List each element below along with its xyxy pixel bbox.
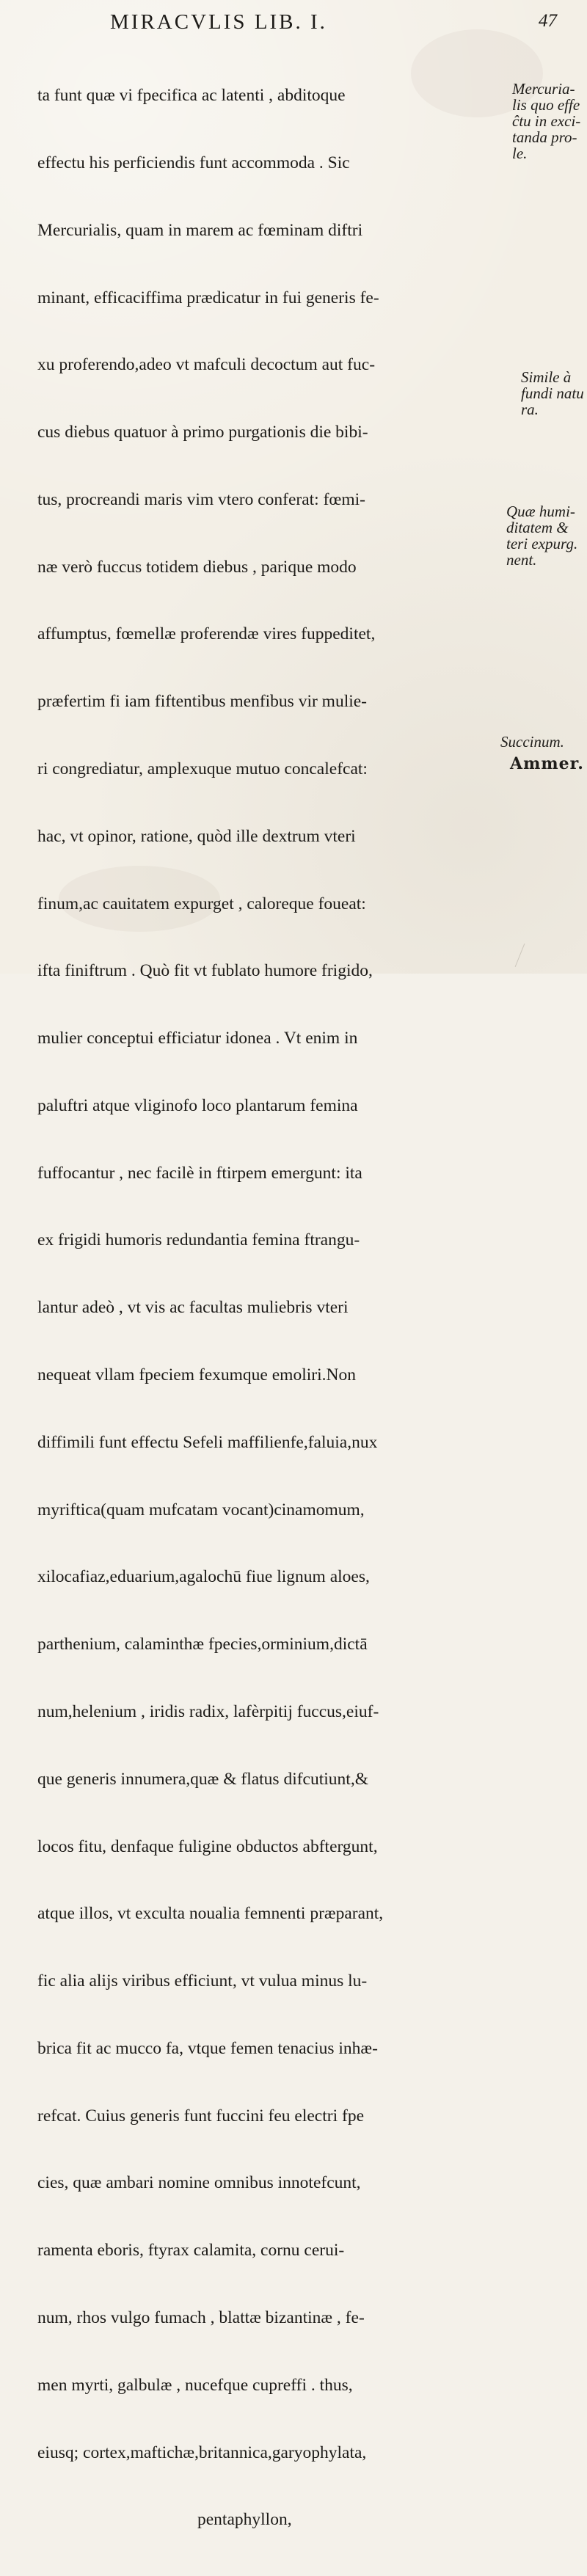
body-text [37,40,551,2576]
text-line: præfertim fi iam fiftentibus menfibus vir mulie- [37,692,368,712]
text-line: atque illos, vt exculta noualia femnenti præparant, [37,1904,384,1924]
text-line: paluftri atque vliginofo loco plantarum femina [37,1095,358,1115]
text-line: fuffocantur , nec facilè in ftirpem emergunt: ita [37,1163,362,1183]
marginal-note-ammer: Ammer. [510,754,584,773]
text-line: affumptus, fœmellæ proferendæ vires fuppeditet, [37,624,376,644]
text-line: minant, efficaciffima prædicatur in fui generis fe- [37,288,379,307]
text-line: cus diebus quatuor à primo purgationis die bibi- [37,423,368,442]
page-header [0,10,587,35]
text-line: ifta finiftrum . Quò fit vt fublato humore frigido, [37,961,373,981]
text-line: Mercurialis, quam in marem ac fœminam diftri [37,220,363,240]
text-line: men myrti, galbulæ , nucefque cupreffi . thus, [37,2375,353,2395]
text-line: cies, quæ ambari nomine omnibus innotefcunt, [37,2173,361,2193]
text-line: que generis innumera,quæ & flatus difcutiunt,& [37,1769,368,1789]
text-line: num, rhos vulgo fumach , blattæ bizantinæ , fe- [37,2307,365,2327]
text-line: myriftica(quam mufcatam vocant)cinamomum, [37,1500,365,1519]
text-line: xilocafiaz,eduarium,agalochū fiue lignum aloes, [37,1567,370,1587]
marginal-note-succinum: Succinum. [500,733,564,751]
text-line: locos fitu, denfaque fuligine obductos abftergunt, [37,1836,378,1856]
text-line: ri congrediatur, amplexuque mutuo concalefcat: [37,759,368,778]
text-line: brica fit ac mucco fa, vtque femen tenacius inhæ- [37,2038,378,2058]
text-line: num,helenium , iridis radix, lafèrpitij fuccus,eiuf- [37,1701,379,1721]
text-line: hac, vt opinor, ratione, quòd ille dextrum vteri [37,826,356,846]
running-head: MIRACVLIS LIB. I. [110,10,327,34]
text-line: eiusq; cortex,maftichæ,britannica,garyophylata, [37,2442,367,2462]
text-line: lantur adeò , vt vis ac facultas muliebris vteri [37,1298,349,1318]
text-line: tus, procreandi maris vim vtero conferat: fœmi- [37,489,366,509]
text-line: diffimili funt effectu Sefeli maffilienfe,faluia,nux [37,1432,378,1452]
text-line: ta funt quæ vi fpecifica ac latenti , abditoque [37,86,346,106]
page-number: 47 [539,11,557,31]
text-line: fic alia alijs viribus efficiunt, vt vulua minus lu- [37,1971,368,1991]
text-line: nequeat vllam fpeciem fexumque emoliri.Non [37,1365,356,1385]
text-line: ex frigidi humoris redundantia femina ftrangu- [37,1230,360,1250]
text-line: finum,ac cauitatem expurget , caloreque foueat: [37,894,366,913]
text-line: næ verò fuccus totidem diebus , parique modo [37,557,357,577]
text-line: parthenium, calaminthæ fpecies,orminium,dictā [37,1635,368,1654]
text-line: xu proferendo,adeo vt mafculi decoctum aut fuc- [37,355,376,375]
text-line: ramenta eboris, ftyrax calamita, cornu cerui- [37,2241,345,2261]
text-line: mulier conceptui efficiatur idonea . Vt enim in [37,1029,358,1048]
text-line: pentaphyllon, [197,2510,292,2530]
marginal-note-simile: Simile à fundi natu ra. [521,368,584,418]
text-line: effectu his perficiendis funt accommoda . Sic [37,153,350,172]
marginal-note-mercurialis: Mercuria- lis quo effe ĉtu in exci- tanda pro- le. [512,80,581,162]
marginal-note-quae-humiditatem: Quæ humi- ditatem & teri expurg. nent. [506,503,578,569]
text-line: refcat. Cuius generis funt fuccini feu electri fpe [37,2106,364,2126]
